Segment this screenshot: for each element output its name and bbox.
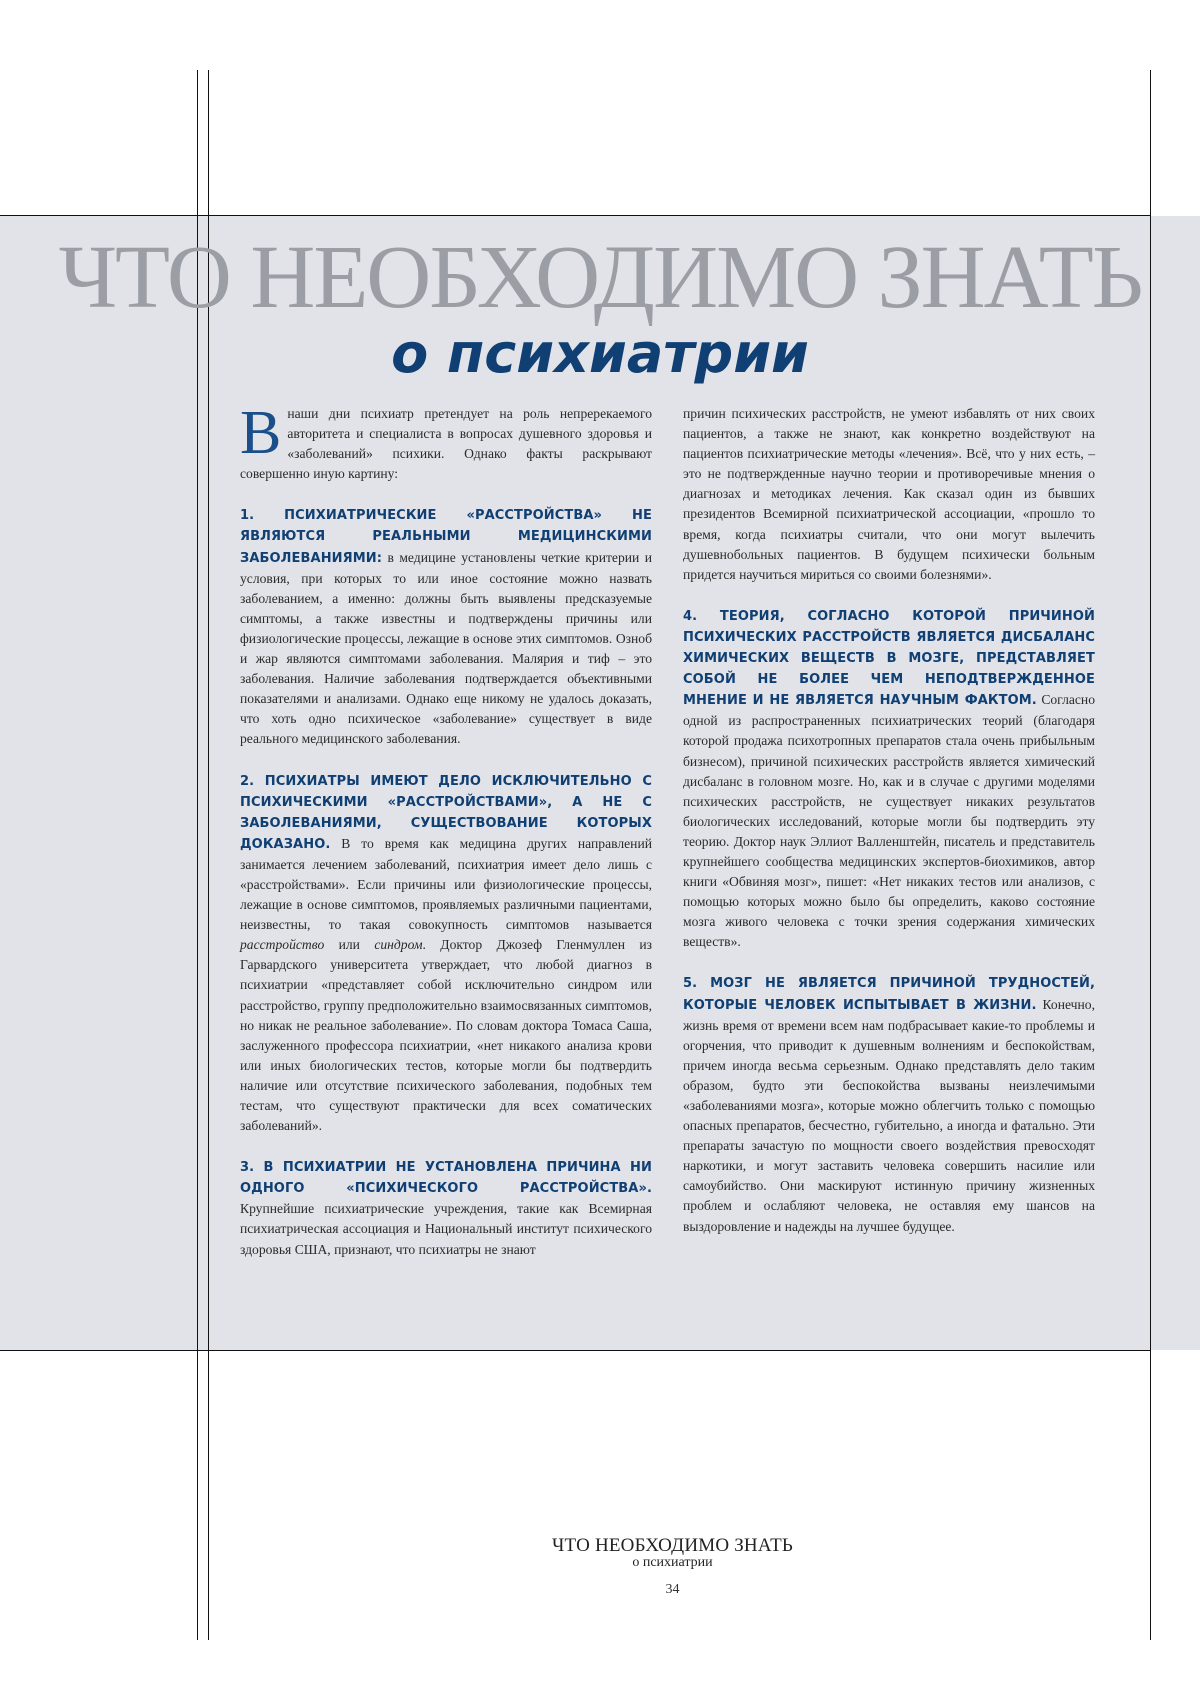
section-3-heading: 3. В ПСИХИАТРИИ НЕ УСТАНОВЛЕНА ПРИЧИНА НИ ОДНОГО «ПСИХИЧЕСКОГО РАССТРОЙСТВА». [240, 1160, 652, 1197]
section-3-text-left: Крупнейшие психиатрические учреждения, такие как Всемирная психиатрическая ассоциация и Национальный институт психического здоровья США, признают, что психиатры не знают [240, 1201, 652, 1257]
page-number: 34 [665, 1582, 680, 1597]
section-3-text-right: причин психических расстройств, не умеют избавлять от них своих пациентов, а также не знают, как конкретно воздействуют на пациентов психиатрические методы «лечения». Всё, что у них есть, – это не подтвержденные научно теории и противоречивые мнения о диагнозах и методиках лечения. Как сказал один из бывших президентов Всемирной психиатрической ассоциации, «прошло то время, когда психиатры считали, что они могут вылечить душевнобольных пациентов. В будущем психически больным придется научиться мириться со своими болезнями». [683, 406, 1095, 582]
drop-cap: В [240, 399, 282, 467]
section-5 [683, 973, 1095, 1236]
intro-text: наши дни психиатр претендует на роль непререкаемого авторитета и специалиста в вопросах душевного здоровья и «заболеваний» психики. Однако факты раскрывают совершенно иную картину: [240, 406, 652, 482]
band-top-line [0, 215, 1151, 216]
intro-paragraph [240, 399, 652, 484]
section-1-heading: 1. ПСИХИАТРИЧЕСКИЕ «РАССТРОЙСТВА» НЕ ЯВЛЯЮТСЯ РЕАЛЬНЫМИ МЕДИЦИНСКИМИ ЗАБОЛЕВАНИЯМИ: [240, 508, 652, 566]
section-2-heading: 2. ПСИХИАТРЫ ИМЕЮТ ДЕЛО ИСКЛЮЧИТЕЛЬНО С ПСИХИЧЕСКИМИ «РАССТРОЙСТВАМИ», А НЕ С ЗАБОЛЕВАНИЯМИ, СУЩЕСТВОВАНИЕ КОТОРЫХ ДОКАЗАНО. [240, 773, 652, 852]
right-column [683, 404, 1095, 1237]
section-3 [240, 1157, 652, 1259]
section-1 [240, 505, 652, 749]
footer-title: ЧТО НЕОБХОДИМО ЗНАТЬ [551, 1535, 794, 1556]
section-4-heading: 4. ТЕОРИЯ, СОГЛАСНО КОТОРОЙ ПРИЧИНОЙ ПСИХИЧЕСКИХ РАССТРОЙСТВ ЯВЛЯЕТСЯ ДИСБАЛАНС ХИМИЧЕСКИХ ВЕЩЕСТВ В МОЗГЕ, ПРЕДСТАВЛЯЕТ СОБОЙ НЕ БОЛЕЕ ЧЕМ НЕПОДТВЕРЖДЕННОЕ МНЕНИЕ И НЕ ЯВЛЯЕТСЯ НАУЧНЫМ ФАКТОМ. [683, 608, 1095, 709]
section-1-text: в медицине установлены четкие критерии и условия, при которых то или иное состояние можно назвать заболеванием, а именно: должны быть выявлены предсказуемые симптомы, а также известны и подтверждены причины или физиологические процессы, лежащие в основе этих симптомов. Озноб и жар являются симптомами заболевания. Малярия и тиф – это заболевания. Наличие заболевания подтверждается объективными показателями и анализами. Однако еще никому не удалось доказать, что хоть одно психическое «заболевание» существует в виде реального медицинского заболевания. [240, 549, 652, 747]
footer-subtitle: о психиатрии [632, 1555, 713, 1570]
section-2-text-a: В то время как медицина других направлений занимается лечением заболеваний, психиатрия имеет дело лишь с «расстройствами». Если причины или физиологические процессы, лежащие в основе симптомов, проявляемых различными пациентами, неизвестны, то такая совокупность симптомов называется [240, 835, 652, 933]
section-3-continued [683, 404, 1095, 585]
section-2-italic-1: расстройство [240, 937, 325, 953]
page-title: ЧТО НЕОБХОДИМО ЗНАТЬ [58, 228, 1142, 327]
section-5-heading: 5. МОЗГ НЕ ЯВЛЯЕТСЯ ПРИЧИНОЙ ТРУДНОСТЕЙ, КОТОРЫЕ ЧЕЛОВЕК ИСПЫТЫВАЕТ В ЖИЗНИ. [683, 976, 1095, 1013]
section-4-text: Согласно одной из распространенных психиатрических теорий (благодаря которой продажа психотропных препаратов стала очень прибыльным бизнесом), причиной психических расстройств является химический дисбаланс в головном мозге. Но, как и в случае с другими моделями психических расстройств, не существует никаких результатов биологических исследований, которые могли бы подтвердить эту теорию. Доктор наук Эллиот Валленштейн, писатель и представитель крупнейшего сообщества медицинских экспертов-биохимиков, автор книги «Обвиняя мозг», пишет: «Нет никаких тестов или анализов, с помощью которых можно было бы определить, каково состояние мозга живого человека с точки зрения содержания химических веществ». [683, 692, 1095, 950]
section-2-italic-2: синдром [374, 937, 423, 953]
band-bottom-line [0, 1350, 1151, 1351]
page-subtitle: о психиатрии [391, 322, 809, 385]
left-column [240, 399, 652, 1260]
section-5-text: Конечно, жизнь время от времени всем нам подбрасывает какие-то проблемы и огорчения, что приводит к душевным волнениям и беспокойствам, причем иногда весьма серьезным. Однако представлять дело таким образом, будто эти беспокойства вызваны неизлечимыми «заболеваниями мозга», которые можно облегчить только с помощью опасных препаратов, бесчестно, губительно, а иногда и фатально. Эти препараты зачастую по мощности своего воздействия превосходят наркотики, и могут заставить человека совершить насилие или самоубийство. Они маскируют истинную причину жизненных проблем и ослабляют человека, не оставляя ему шансов на выздоровление и надежды на лучшее будущее. [683, 996, 1095, 1234]
section-2-text-b: или [324, 937, 375, 953]
section-4 [683, 606, 1095, 953]
section-2 [240, 771, 652, 1137]
section-2-text-c: . Доктор Джозеф Гленмуллен из Гарвардского университета утверждает, что любой диагноз в психиатрии «представляет собой исключительно синдром или расстройство, группу предположительно взаимосвязанных симптомов, но никак не реальное заболевание». По словам доктора Томаса Саша, заслуженного профессора психиатрии, «нет никакого анализа крови или иных биологических тестов, которые могли бы подтвердить наличие или отсутствие психического заболевания, подобных тем тестам, что существуют практически для всех соматических заболеваний». [240, 937, 652, 1134]
